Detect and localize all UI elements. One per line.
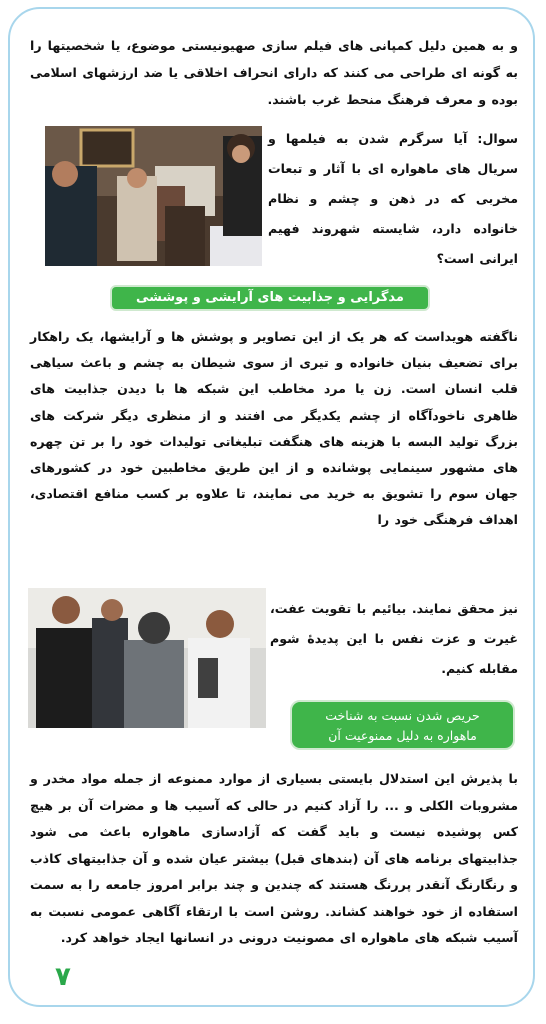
teenagers-photo <box>28 588 266 728</box>
intro-paragraph: و به همین دلیل کمپانی های فیلم سازی صهیونیستی موضوع، یا شخصیتها را به گونه ای طراحی می کنند که دارای انحراف اخلاقی یا ضد ارزشهای اسلامی بوده و معرف فرهنگ منحط غرب باشند. <box>30 38 518 107</box>
heading2-line2: ماهواره به دلیل ممنوعیت آن <box>328 728 477 743</box>
body-paragraph: ناگفته هویداست که هر یک از این تصاویر و پوشش ها و آرایشها، یک راهکار برای تضعیف بنیان خانواده و تیری از سوی شیطان به چشم و باعث سیاهی قلب انسان است. زن یا مرد مخاطب این شبکه ها با دیدن جذابیت های ظاهری ناخودآگاه از چشم یکدیگر می افتند و از منظری دیگر شرکت های بزرگ تولید البسه با هزینه های هنگفت تبلیغاتی تولیدات خود را بر تن چهره های مشهور سینمایی پوشانده و از این طریق مخاطبین خود در کشورهای جهان سوم را تشویق به خرید می نمایند، تا علاوه بر کسب منافع اقتصادی، اهداف فرهنگی خود را <box>30 329 518 528</box>
section-heading-curiosity <box>290 700 515 750</box>
section-heading-fashion: مدگرایی و جذابیت های آرایشی و پوششی <box>110 285 430 311</box>
page-number: ۷ <box>55 962 71 992</box>
body-paragraph-end: نیز محقق نمایند. بیائیم با تقویت عفت، غیرت و عزت نفس با این پدیدهٔ شوم مقابله کنیم. <box>270 601 518 676</box>
heading2-line1: حریص شدن نسبت به شناخت <box>325 708 480 723</box>
question-paragraph: سوال: آیا سرگرم شدن به فیلمها و سریال های ماهواره ای با آثار و تبعات مخربی که در ذهن و چشم و نظام خانواده دارد، شایسته شهروند فهیم ایرانی است؟ <box>268 131 518 266</box>
final-paragraph: با پذیرش این استدلال بایستی بسیاری از موارد ممنوعه از جمله مواد مخدر و مشروبات الکلی و ... را آزاد کنیم در حالی که آسیب ها و مضرات آن بر هیچ کس پوشیده نیست و باید گفت که آزادسازی ماهواره باعث می شود جذابیتهای برنامه های آن (بندهای قبل) بیشتر عیان شده و آن جذابیتهای کاذب و رنگارنگ آنقدر پررنگ هستند که چندین و چند برابر امروز جامعه را به سمت استفاده از خود خواهند کشاند. روشن است با ارتقاء آگاهی عمومی نسبت به آسیب شبکه های ماهواره ای مصونیت درونی در انسانها ایجاد خواهد کرد. <box>30 771 518 945</box>
tv-drama-photo <box>45 126 262 266</box>
